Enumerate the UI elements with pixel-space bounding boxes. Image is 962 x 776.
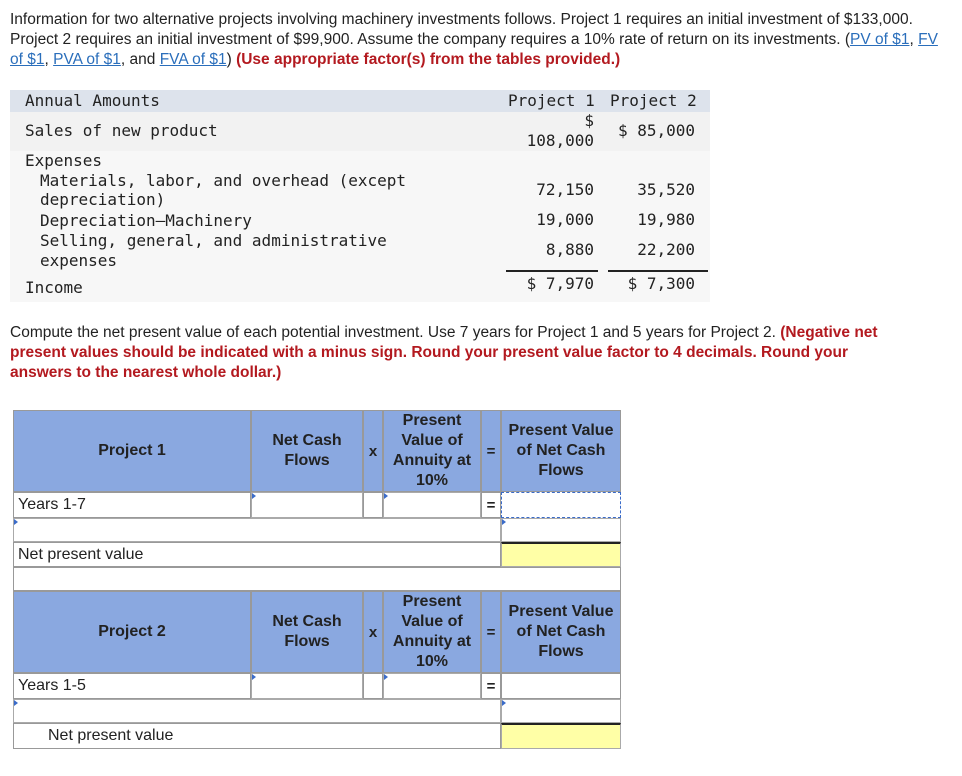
- header-pv-annuity: Present Value of Annuity at 10%: [383, 410, 481, 492]
- net-cash-flows-input[interactable]: [251, 492, 363, 518]
- question-instruction: (Negative net present values should be indicated with a minus sign. Round your present value factor to 4 decimals. Round your answers to the nearest whole dollar.): [10, 324, 878, 381]
- sga-p1: 8,880: [545, 240, 594, 259]
- header-net-cash-flows: Net Cash Flows: [251, 591, 363, 673]
- intro-instruction: (Use appropriate factor(s) from the tables provided.): [236, 51, 621, 68]
- sales-label: Sales of new product: [25, 121, 218, 140]
- header-net-cash-flows: Net Cash Flows: [251, 410, 363, 492]
- multiply-spacer: [363, 673, 383, 699]
- materials-label-line2: depreciation): [40, 190, 166, 209]
- financial-data-table: [10, 90, 710, 302]
- sga-p2: 22,200: [637, 240, 695, 259]
- initial-investment-input[interactable]: [501, 699, 621, 723]
- fv-table-link[interactable]: FV of $1: [10, 31, 938, 68]
- sales-p1-symbol: $: [584, 111, 594, 130]
- initial-investment-label-input[interactable]: [13, 518, 501, 542]
- header-project-2: Project 2: [610, 91, 697, 110]
- pv-result-output[interactable]: [501, 492, 621, 518]
- intro-separator: , and: [120, 51, 160, 68]
- materials-p2: 35,520: [637, 180, 695, 199]
- spacer-row: [13, 567, 621, 591]
- intro-separator: ,: [44, 51, 54, 68]
- project-1-worksheet: [13, 410, 621, 567]
- header-pv-net-cash-flows: Present Value of Net Cash Flows: [501, 410, 621, 492]
- header-annual-amounts: Annual Amounts: [25, 91, 160, 110]
- pv-result-output[interactable]: [501, 673, 621, 699]
- income-p2: $ 7,300: [627, 274, 695, 293]
- intro-text-end: ): [226, 51, 237, 68]
- header-multiply-sign: x: [363, 410, 383, 492]
- sales-p2-value: $ 85,000: [617, 121, 695, 140]
- multiply-spacer: [363, 492, 383, 518]
- intro-paragraph: [10, 10, 950, 70]
- sga-label-line1: Selling, general, and administrative: [40, 231, 387, 250]
- pva-table-link[interactable]: PVA of $1: [53, 51, 121, 68]
- header-pv-annuity: Present Value of Annuity at 10%: [383, 591, 481, 673]
- depreciation-label: Depreciation—Machinery: [40, 211, 252, 230]
- question-text: [10, 323, 910, 383]
- pv-factor-input[interactable]: [383, 673, 481, 699]
- initial-investment-input[interactable]: [501, 518, 621, 542]
- pv-factor-input[interactable]: [383, 492, 481, 518]
- pv-table-link[interactable]: PV of $1: [850, 31, 910, 48]
- header-project-1: Project 1: [508, 91, 595, 110]
- project-2-worksheet: [13, 591, 621, 749]
- intro-separator: ,: [909, 31, 919, 48]
- npv-label: Net present value: [13, 723, 501, 749]
- header-equals-sign: =: [481, 591, 501, 673]
- expenses-label: Expenses: [25, 151, 103, 170]
- row-equals-sign: =: [481, 673, 501, 699]
- row-years-label: Years 1-5: [13, 673, 251, 699]
- header-pv-net-cash-flows: Present Value of Net Cash Flows: [501, 591, 621, 673]
- npv-label: Net present value: [13, 542, 501, 567]
- npv-output[interactable]: [501, 542, 621, 567]
- total-line-p1: [506, 270, 598, 272]
- header-equals-sign: =: [481, 410, 501, 492]
- fva-table-link[interactable]: FVA of $1: [159, 51, 227, 68]
- header-multiply-sign: x: [363, 591, 383, 673]
- npv-output[interactable]: [501, 723, 621, 749]
- income-label: Income: [25, 278, 83, 297]
- sales-p1-value: 108,000: [526, 131, 594, 150]
- materials-label-line1: Materials, labor, and overhead (except: [40, 171, 407, 190]
- sga-label-line2: expenses: [40, 251, 118, 270]
- depreciation-p2: 19,980: [637, 210, 695, 229]
- project-1-title: Project 1: [13, 410, 251, 492]
- project-2-title: Project 2: [13, 591, 251, 673]
- intro-text: Information for two alternative projects involving machinery investments follows. Project 1 requires an initial investment of $133,000. Project 2 requires an initial investment of $99,900. Assume the company requires a 10% rate of return on its investments. (: [10, 11, 913, 48]
- row-years-label: Years 1-7: [13, 492, 251, 518]
- initial-investment-label-input[interactable]: [13, 699, 501, 723]
- question-body: Compute the net present value of each potential investment. Use 7 years for Project 1 and 5 years for Project 2.: [10, 324, 781, 341]
- net-cash-flows-input[interactable]: [251, 673, 363, 699]
- depreciation-p1: 19,000: [536, 210, 594, 229]
- total-line-p2: [608, 270, 708, 272]
- income-p1: $ 7,970: [526, 274, 594, 293]
- materials-p1: 72,150: [536, 180, 594, 199]
- row-equals-sign: =: [481, 492, 501, 518]
